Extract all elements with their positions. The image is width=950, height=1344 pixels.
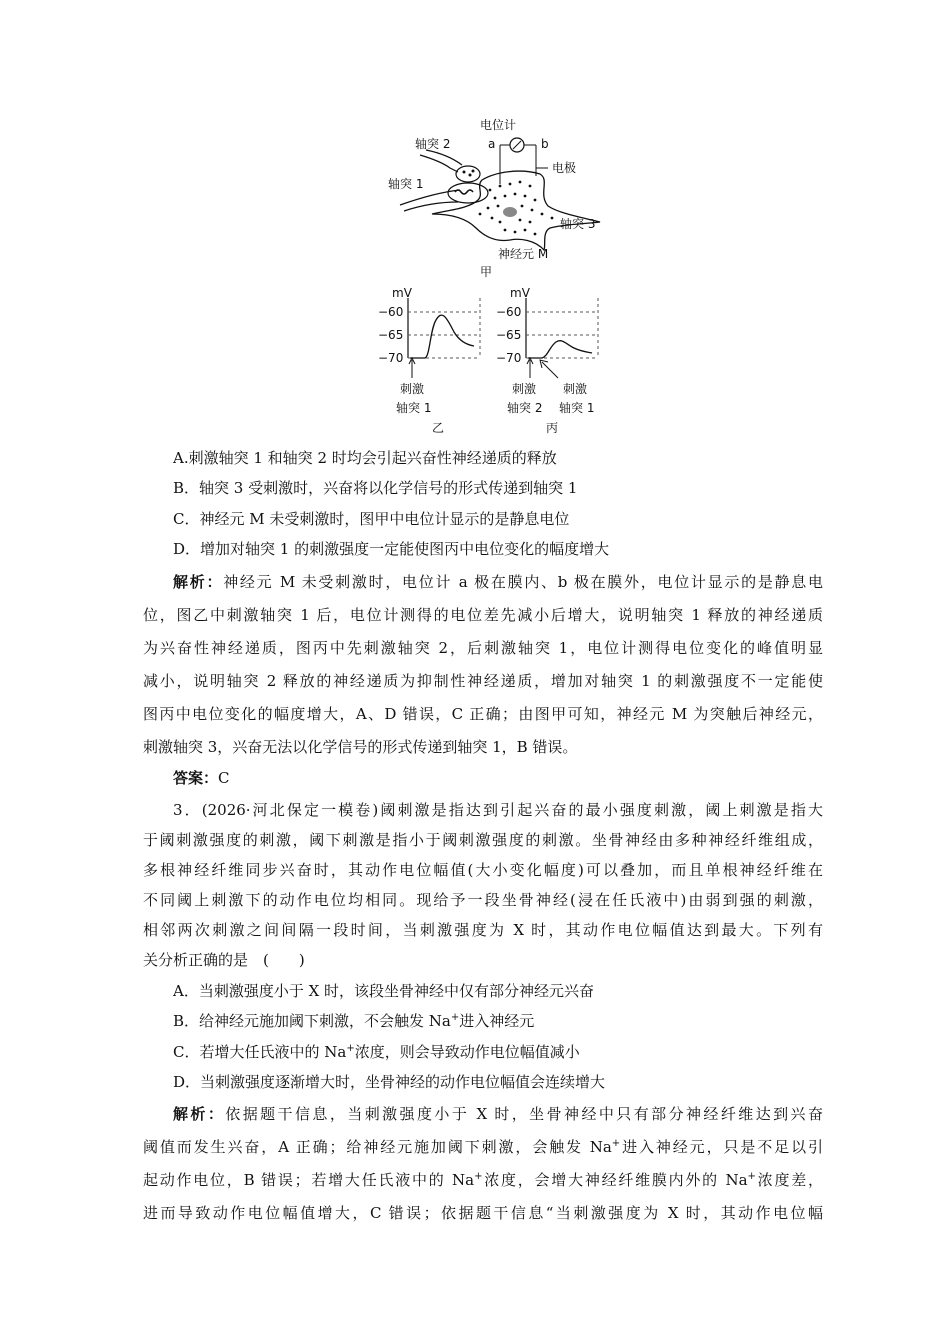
graph-yi-tick-60: −60 — [378, 305, 404, 319]
q3-option-d: D．当刺激强度逐渐增大时，坐骨神经的动作电位幅值会连续增大 — [173, 1073, 606, 1091]
graph-bing-stim-1: 刺激 — [512, 382, 537, 396]
neuron-diagram-svg — [370, 110, 620, 440]
graph-bing-stim-axon1: 轴突 1 — [559, 401, 595, 415]
q3-analysis-label: 解析： — [173, 1105, 226, 1123]
electrode-a-label: a — [488, 137, 496, 151]
q3-stem-line-6: 关分析正确的是 ( ) — [143, 951, 305, 969]
graph-yi-stim: 刺激 — [400, 382, 425, 396]
q2-analysis-line-5: 图丙中电位变化的幅度增大，A、D 错误，C 正确；由图甲可知，神经元 M 为突触后神经元， — [143, 705, 823, 723]
graph-bing-unit: mV — [510, 286, 530, 300]
neuron-figure — [370, 110, 620, 440]
q3-option-a: A．当刺激强度小于 X 时，该段坐骨神经中仅有部分神经元兴奋 — [173, 982, 595, 1000]
graph-bing-curve — [528, 341, 592, 358]
electrode-b-label: b — [541, 137, 549, 151]
q2-answer-label: 答案： — [173, 769, 219, 787]
axon2-label: 轴突 2 — [415, 137, 451, 151]
q2-analysis-line-4: 减小，说明轴突 2 释放的神经递质为抑制性神经递质，增加对轴突 1 的刺激强度不一定能使 — [143, 672, 823, 690]
graph-bing-tick-60: −60 — [496, 305, 522, 319]
q2-analysis-line-1 — [173, 572, 823, 592]
graph-bing-stim-axon2: 轴突 2 — [507, 401, 543, 415]
meter-label: 电位计 — [479, 118, 517, 132]
q3-stem-line-1: 3．(2026·河北保定一模卷)阈刺激是指达到引起兴奋的最小强度刺激，阈上刺激是指大 — [173, 801, 823, 819]
graph-yi-stim-axon: 轴突 1 — [396, 401, 432, 415]
graph-yi-curve — [410, 315, 474, 358]
q2-answer-value: C — [218, 769, 230, 787]
q3-analysis-line-4: 进而导致动作电位幅值增大，C 错误；依据题干信息“当刺激强度为 X 时，其动作电位幅 — [143, 1204, 823, 1222]
q2-analysis-line-2: 位，图乙中刺激轴突 1 后，电位计测得的电位差先减小后增大，说明轴突 1 释放的神经递质 — [143, 606, 823, 624]
q2-option-b: B．轴突 3 受刺激时，兴奋将以化学信号的形式传递到轴突 1 — [173, 479, 578, 497]
graph-yi-tick-65: −65 — [378, 328, 404, 342]
graph-bing-tick-70: −70 — [496, 351, 522, 365]
neuron-m-label: 神经元 M — [498, 247, 549, 261]
q2-option-a: A.刺激轴突 1 和轴突 2 时均会引起兴奋性神经递质的释放 — [173, 449, 557, 467]
graph-yi-caption: 乙 — [432, 421, 445, 435]
q2-analysis-label: 解析： — [173, 573, 224, 591]
q3-analysis-line-2: 阈值而发生兴奋，A 正确；给神经元施加阈下刺激，会触发 Na+进入神经元，只是不足以引 — [143, 1138, 823, 1156]
q2-option-d: D．增加对轴突 1 的刺激强度一定能使图丙中电位变化的幅度增大 — [173, 540, 610, 558]
graph-bing-caption: 丙 — [546, 421, 559, 435]
q3-option-b: B．给神经元施加阈下刺激，不会触发 Na+进入神经元 — [173, 1012, 535, 1030]
electrode-label: 电极 — [552, 161, 577, 175]
q3-analysis-line-1: 解析：依据题干信息，当刺激强度小于 X 时，坐骨神经中只有部分神经纤维达到兴奋 — [173, 1105, 823, 1123]
graph-bing-tick-65: −65 — [496, 328, 522, 342]
axon3-label: 轴突 3 — [560, 217, 596, 231]
graph-yi-tick-70: −70 — [378, 351, 404, 365]
graph-yi-unit: mV — [392, 286, 412, 300]
q3-stem-line-2: 于阈刺激强度的刺激，阈下刺激是指小于阈刺激强度的刺激。坐骨神经由多种神经纤维组成， — [143, 831, 823, 849]
q3-stem-line-5: 相邻两次刺激之间间隔一段时间，当刺激强度为 X 时，其动作电位幅值达到最大。下列有 — [143, 921, 823, 939]
q2-analysis-line-3: 为兴奋性神经递质，图丙中先刺激轴突 2，后刺激轴突 1，电位计测得电位变化的峰值明显 — [143, 639, 823, 657]
q3-stem-line-4: 不同阈上刺激下的动作电位均相同。现给予一段坐骨神经(浸在任氏液中)由弱到强的刺激， — [143, 891, 823, 909]
q2-analysis-line-6: 刺激轴突 3，兴奋无法以化学信号的形式传递到轴突 1，B 错误。 — [143, 738, 578, 756]
q2-answer — [173, 768, 853, 788]
q3-option-c: C．若增大任氏液中的 Na+浓度，则会导致动作电位幅值减小 — [173, 1043, 580, 1061]
q3-stem-line-3: 多根神经纤维同步兴奋时，其动作电位幅值(大小变化幅度)可以叠加，而且单根神经纤维在 — [143, 861, 823, 879]
figure-jia-caption: 甲 — [480, 265, 493, 279]
axon1-label: 轴突 1 — [388, 177, 424, 191]
graph-bing-stim-2: 刺激 — [563, 382, 588, 396]
q2-analysis-text-1: 神经元 M 未受刺激时，电位计 a 极在膜内、b 极在膜外，电位计显示的是静息电 — [223, 573, 823, 591]
q2-option-c: C．神经元 M 未受刺激时，图甲中电位计显示的是静息电位 — [173, 510, 570, 528]
q3-analysis-line-3: 起动作电位，B 错误；若增大任氏液中的 Na+浓度，会增大神经纤维膜内外的 Na+浓度差， — [143, 1171, 823, 1189]
